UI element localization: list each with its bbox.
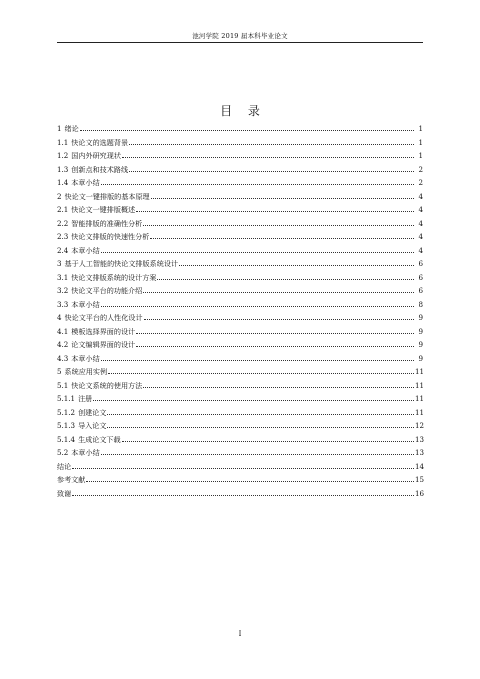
toc-entry-page: 1: [418, 124, 423, 134]
toc-entry[interactable]: [57, 403, 423, 417]
toc-dot-leader: [101, 360, 414, 361]
toc-entry-number: 4.2: [57, 340, 69, 350]
toc-entry-number: 2.4: [57, 245, 69, 255]
toc-dot-leader: [107, 427, 414, 428]
toc-entry[interactable]: [57, 484, 423, 498]
toc-dot-leader: [72, 495, 414, 496]
toc-entry-number: 1.4: [57, 178, 69, 188]
toc-dot-leader: [129, 171, 414, 172]
toc-dot-leader: [107, 414, 414, 415]
toc-entry-title: 参考文献: [57, 475, 86, 485]
toc-entry-title: 创建论文: [78, 407, 107, 417]
toc-entry-title: 注册: [78, 394, 93, 404]
toc-entry-title: 模板选择界面的设计: [71, 326, 136, 336]
toc-entry[interactable]: [57, 349, 423, 363]
toc-entry-number: 1.1: [57, 137, 69, 147]
toc-dot-leader: [122, 157, 414, 158]
toc-entry-title: 本章小结: [71, 299, 100, 309]
toc-entry-title: 结论: [57, 461, 72, 471]
toc-dot-leader: [108, 373, 414, 374]
toc-entry-page: 11: [415, 367, 425, 377]
toc-entry-number: 3.2: [57, 286, 69, 296]
toc-entry[interactable]: [57, 187, 423, 201]
toc-entry-title: 绪论: [64, 124, 79, 134]
toc-dot-leader: [93, 400, 414, 401]
toc-entry[interactable]: [57, 470, 423, 484]
toc-dot-leader: [151, 198, 414, 199]
toc-entry-page: 15: [415, 475, 425, 485]
toc-entry[interactable]: [57, 416, 423, 430]
page-header: 池河学院 2019 届本科毕业论文: [192, 32, 288, 40]
toc-entry-title: 快论文的选题背景: [71, 137, 129, 147]
toc-entry-page: 13: [415, 434, 425, 444]
toc-entry-title: 快论文系统的使用方法: [71, 380, 143, 390]
toc-entry-number: 1: [57, 124, 62, 134]
toc-entry-title: 本章小结: [71, 245, 100, 255]
toc-entry-title: 快论文排版系统的设计方案: [71, 272, 157, 282]
toc-dot-leader: [143, 225, 414, 226]
toc-entry-title: 快论文平台的人性化设计: [64, 313, 143, 323]
toc-entry-page: 6: [418, 259, 423, 269]
toc-entry-page: 4: [418, 232, 423, 242]
toc-entry-page: 12: [415, 421, 425, 431]
table-of-contents: [57, 119, 423, 497]
toc-entry-number: 2.2: [57, 218, 69, 228]
toc-entry-number: 4.1: [57, 326, 69, 336]
toc-dot-leader: [122, 441, 414, 442]
toc-dot-leader: [136, 333, 414, 334]
toc-dot-leader: [150, 238, 414, 239]
toc-entry[interactable]: [57, 389, 423, 403]
toc-dot-leader: [101, 454, 414, 455]
toc-entry-title: 快论文排版的快速性分析: [71, 232, 150, 242]
toc-entry-number: 2.3: [57, 232, 69, 242]
toc-entry-page: 6: [418, 272, 423, 282]
toc-entry-page: 9: [418, 353, 423, 363]
toc-entry-number: 3.1: [57, 272, 69, 282]
toc-entry-page: 2: [418, 164, 423, 174]
toc-entry[interactable]: [57, 173, 423, 187]
page-number: I: [238, 630, 242, 638]
toc-dot-leader: [143, 387, 414, 388]
toc-dot-leader: [72, 468, 414, 469]
toc-entry-number: 3: [57, 259, 62, 269]
toc-entry-page: 4: [418, 191, 423, 201]
toc-entry-page: 16: [415, 488, 425, 498]
toc-dot-leader: [129, 144, 414, 145]
toc-entry[interactable]: [57, 281, 423, 295]
toc-entry-number: 2.1: [57, 205, 69, 215]
toc-entry-number: 5.1: [57, 380, 69, 390]
toc-entry-number: 5.1.4: [57, 434, 76, 444]
toc-dot-leader: [101, 184, 414, 185]
toc-dot-leader: [143, 292, 414, 293]
toc-entry[interactable]: [57, 227, 423, 241]
toc-entry-title: 国内外研究现状: [71, 151, 121, 161]
toc-dot-leader: [157, 279, 414, 280]
toc-entry[interactable]: [57, 376, 423, 390]
toc-entry[interactable]: [57, 295, 423, 309]
toc-entry-number: 1.2: [57, 151, 69, 161]
toc-entry-page: 11: [415, 407, 425, 417]
toc-entry-page: 9: [418, 313, 423, 323]
toc-entry[interactable]: [57, 119, 423, 133]
toc-entry-page: 2: [418, 178, 423, 188]
toc-dot-leader: [101, 306, 414, 307]
toc-entry-title: 本章小结: [71, 353, 100, 363]
toc-entry[interactable]: [57, 322, 423, 336]
toc-entry-title: 生成论文下载: [78, 434, 121, 444]
toc-entry[interactable]: [57, 268, 423, 282]
toc-entry-title: 快论文一键排版的基本原理: [64, 191, 150, 201]
toc-entry-title: 导入论文: [78, 421, 107, 431]
toc-entry-page: 4: [418, 245, 423, 255]
toc-dot-leader: [101, 252, 414, 253]
toc-entry-number: 3.3: [57, 299, 69, 309]
toc-entry-page: 9: [418, 340, 423, 350]
toc-entry-page: 4: [418, 218, 423, 228]
toc-entry[interactable]: [57, 160, 423, 174]
toc-entry-title: 致谢: [57, 488, 72, 498]
toc-entry-number: 5.1.1: [57, 394, 76, 404]
toc-dot-leader: [179, 265, 414, 266]
toc-entry-number: 5.2: [57, 448, 69, 458]
toc-entry-page: 11: [415, 380, 425, 390]
toc-entry-number: 5.1.2: [57, 407, 76, 417]
toc-entry-page: 1: [418, 137, 423, 147]
toc-entry-page: 9: [418, 326, 423, 336]
toc-entry-title: 智能排版的准确性分析: [71, 218, 143, 228]
toc-entry[interactable]: [57, 241, 423, 255]
toc-entry-title: 快论文一键排版概述: [71, 205, 136, 215]
toc-dot-leader: [144, 319, 414, 320]
toc-entry[interactable]: [57, 214, 423, 228]
toc-entry[interactable]: [57, 335, 423, 349]
toc-entry[interactable]: [57, 133, 423, 147]
toc-dot-leader: [136, 346, 414, 347]
toc-dot-leader: [86, 481, 414, 482]
toc-entry-page: 4: [418, 205, 423, 215]
toc-entry-number: 1.3: [57, 164, 69, 174]
toc-dot-leader: [80, 130, 414, 131]
toc-entry-page: 11: [415, 394, 425, 404]
toc-entry-number: 2: [57, 191, 62, 201]
toc-dot-leader: [136, 211, 414, 212]
toc-entry[interactable]: [57, 308, 423, 322]
toc-entry-title: 论文编辑界面的设计: [71, 340, 136, 350]
toc-entry[interactable]: [57, 457, 423, 471]
toc-entry[interactable]: [57, 362, 423, 376]
toc-entry-title: 本章小结: [71, 178, 100, 188]
toc-entry[interactable]: [57, 430, 423, 444]
toc-title: 目 录: [220, 104, 266, 118]
header-divider: [57, 42, 423, 43]
toc-entry[interactable]: [57, 254, 423, 268]
toc-entry[interactable]: [57, 200, 423, 214]
toc-entry-page: 1: [418, 151, 423, 161]
toc-entry-title: 快论文平台的功能介绍: [71, 286, 143, 296]
toc-entry-title: 基于人工智能的快论文排版系统设计: [64, 259, 179, 269]
toc-entry-page: 8: [418, 299, 423, 309]
toc-entry-title: 系统应用实例: [64, 367, 108, 377]
toc-entry[interactable]: [57, 443, 423, 457]
toc-entry-number: 5: [57, 367, 62, 377]
toc-entry-number: 5.1.3: [57, 421, 76, 431]
toc-entry-title: 本章小结: [71, 448, 100, 458]
toc-entry-page: 14: [415, 461, 425, 471]
toc-entry-number: 4.3: [57, 353, 69, 363]
toc-entry-page: 6: [418, 286, 423, 296]
toc-entry-title: 创新点和技术路线: [71, 164, 129, 174]
toc-entry[interactable]: [57, 146, 423, 160]
toc-entry-number: 4: [57, 313, 62, 323]
toc-entry-page: 13: [415, 448, 425, 458]
